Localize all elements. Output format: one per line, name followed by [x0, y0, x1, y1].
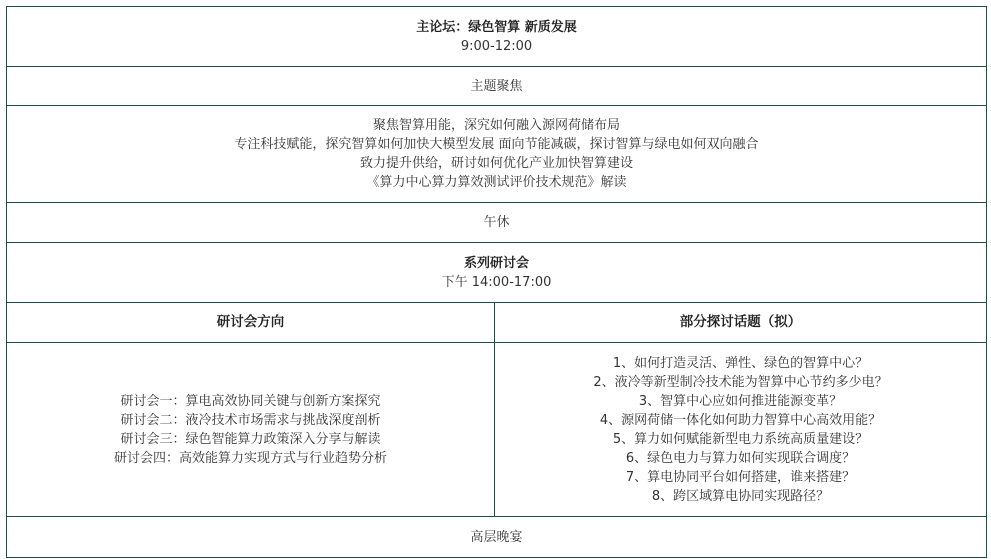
agenda-table [6, 6, 987, 558]
theme-item: 专注科技赋能，探究智算如何加快大模型发展 面向节能减碳，探讨智算与绿电如何双向融合 [234, 137, 759, 152]
lunch-cell: 午休 [7, 203, 987, 243]
afternoon-session-cell [7, 243, 987, 303]
seminar-item: 研讨会一：算电高效协同关键与创新方案探究 [120, 393, 381, 409]
morning-session-title: 主论坛：绿色智算 新质发展 [416, 19, 577, 35]
topic-item: 4、源网荷储一体化如何助力智算中心高效用能？ [599, 412, 882, 428]
seminar-row [7, 343, 987, 517]
column-header-row [7, 303, 987, 343]
topic-item: 2、液冷等新型制冷技术能为智算中心节约多少电？ [593, 374, 888, 390]
theme-items-cell [7, 106, 987, 203]
seminar-item: 研讨会三：绿色智能算力政策深入分享与解读 [120, 431, 381, 447]
afternoon-row [7, 243, 987, 303]
theme-item: 聚焦智算用能，深究如何融入源网荷储布局 [372, 118, 620, 133]
dinner-cell: 高层晚宴 [7, 517, 987, 558]
discussion-topics-header: 部分探讨话题（拟） [495, 303, 987, 343]
afternoon-session-title: 系列研讨会 [463, 255, 529, 271]
topic-item: 8、跨区域算电协同实现路径？ [651, 488, 830, 504]
lunch-row [7, 203, 987, 243]
seminar-item: 研讨会四：高效能算力实现方式与行业趋势分析 [113, 450, 387, 466]
topic-item: 1、如何打造灵活、弹性、绿色的智算中心？ [612, 355, 869, 371]
morning-row [7, 7, 987, 67]
theme-items-row [7, 106, 987, 203]
theme-header-row [7, 67, 987, 106]
seminar-list-cell [7, 343, 495, 517]
dinner-row [7, 517, 987, 558]
topic-item: 3、智算中心应如何推进能源变革？ [638, 393, 843, 409]
topic-item: 7、算电协同平台如何搭建，谁来搭建？ [625, 469, 856, 485]
morning-session-time: 9:00-12:00 [460, 38, 533, 54]
seminar-item: 研讨会二：液冷技术市场需求与挑战深度剖析 [120, 412, 381, 428]
theme-item: 《算力中心算力算效测试评价技术规范》解读 [366, 175, 627, 190]
theme-header-cell: 主题聚焦 [7, 67, 987, 106]
afternoon-session-time: 下午 14:00-17:00 [441, 274, 552, 290]
theme-item: 致力提升供给，研讨如何优化产业加快智算建设 [359, 156, 633, 171]
morning-session-cell [7, 7, 987, 67]
topic-list-cell [495, 343, 987, 517]
topic-item: 6、绿色电力与算力如何实现联合调度？ [625, 450, 856, 466]
seminar-direction-header: 研讨会方向 [7, 303, 495, 343]
topic-item: 5、算力如何赋能新型电力系统高质量建设？ [612, 431, 869, 447]
